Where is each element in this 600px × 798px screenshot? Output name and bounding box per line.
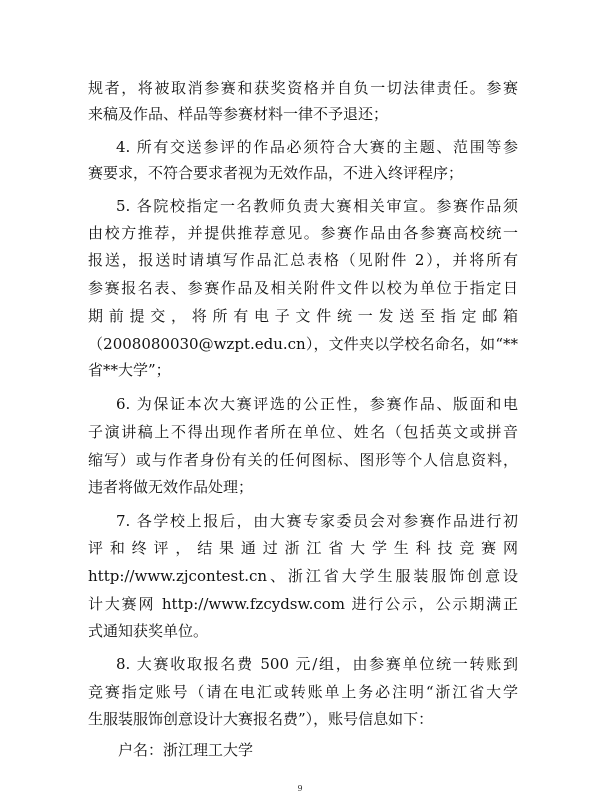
paragraph-3-cont-line-2: 来稿及作品、样品等参赛材料一律不予退还； bbox=[88, 105, 389, 123]
item-5-line-5: 期前提交，将所有电子文件统一发送至指定邮箱 bbox=[88, 307, 518, 325]
item-6-line-4: 违者将做无效作品处理； bbox=[88, 478, 254, 496]
item-7-line-2: 评和终评，结果通过浙江省大学生科技竞赛网 bbox=[88, 539, 518, 557]
item-7-line-5: 式通知获奖单位。 bbox=[88, 622, 209, 640]
item-8-line-2: 竞赛指定账号（请在电汇或转账单上务必注明“浙江省大学 bbox=[88, 683, 518, 701]
item-7-line-1: 7. 各学校上报后，由大赛专家委员会对参赛作品进行初 bbox=[116, 512, 518, 530]
item-6-line-1: 6. 为保证本次大赛评选的公正性，参赛作品、版面和电 bbox=[116, 395, 518, 413]
account-name-line: 户名：浙江理工大学 bbox=[118, 741, 254, 759]
item-6-line-2: 子演讲稿上不得出现作者所在单位、姓名（包括英文或拼音 bbox=[88, 423, 518, 441]
item-5-line-1: 5. 各院校指定一名教师负责大赛相关审宣。参赛作品须 bbox=[116, 197, 518, 215]
item-7-url-line-1: http://www.zjcontest.cn、浙江省大学生服装服饰创意设 bbox=[88, 567, 518, 585]
item-8-line-1: 8. 大赛收取报名费 500 元/组，由参赛单位统一转账到 bbox=[116, 655, 518, 673]
item-5-line-4: 参赛报名表、参赛作品及相关附件文件以校为单位于指定日 bbox=[88, 279, 518, 297]
item-7-url-line-2: 计大赛网 http://www.fzcydsw.com 进行公示，公示期满正 bbox=[88, 595, 518, 613]
item-4-line-2: 赛要求，不符合要求者视为无效作品，不进入终评程序； bbox=[88, 164, 464, 182]
item-4-line-1: 4. 所有交送参评的作品必须符合大赛的主题、范围等参 bbox=[116, 138, 518, 156]
item-6-line-3: 缩写）或与作者身份有关的任何图标、图形等个人信息资料， bbox=[88, 451, 518, 469]
item-5-email-line: （2008080030@wzpt.edu.cn），文件夹以学校名命名，如“** bbox=[88, 335, 518, 353]
item-5-line-2: 由校方推荐，并提供推荐意见。参赛作品由各参赛高校统一 bbox=[88, 224, 518, 242]
item-8-line-3: 生服装服饰创意设计大赛报名费”），账号信息如下： bbox=[88, 710, 434, 728]
paragraph-3-cont-line-1: 规者，将被取消参赛和获奖资格并自负一切法律责任。参赛 bbox=[88, 79, 518, 97]
page-number: 9 bbox=[297, 784, 303, 793]
item-5-line-3: 报送，报送时请填写作品汇总表格（见附件 2），并将所有 bbox=[88, 251, 518, 269]
item-5-line-7: 省**大学”； bbox=[88, 361, 171, 379]
